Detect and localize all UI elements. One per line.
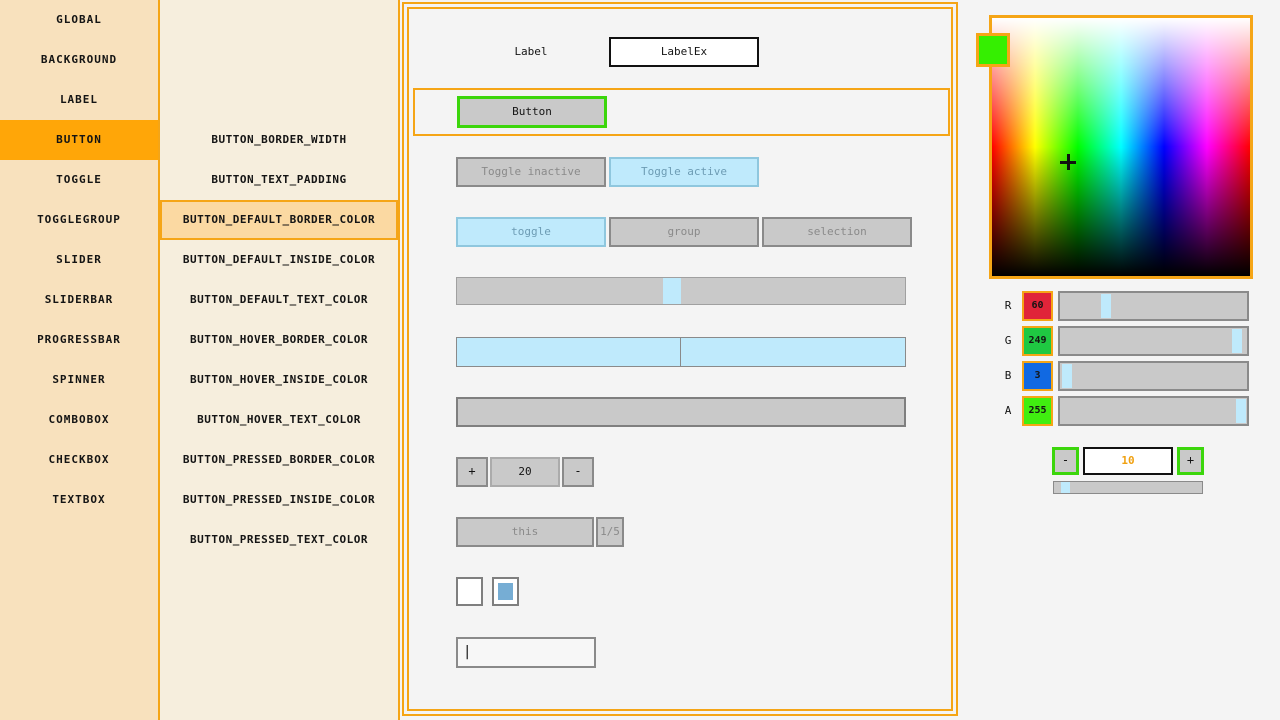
checkbox-checkmark bbox=[498, 583, 513, 600]
togglegroup-item-selection[interactable]: selection bbox=[762, 217, 912, 247]
togglegroup-item-group[interactable]: group bbox=[609, 217, 759, 247]
progressbar bbox=[456, 397, 906, 427]
checkbox-checked[interactable] bbox=[492, 577, 519, 606]
toggle-inactive-button[interactable]: Toggle inactive bbox=[456, 157, 606, 187]
channel-label-b: B bbox=[1004, 369, 1012, 382]
channel-value-a: 255 bbox=[1022, 396, 1053, 426]
property-item[interactable]: BUTTON_PRESSED_TEXT_COLOR bbox=[189, 533, 369, 546]
picker-increment-button[interactable]: + bbox=[1177, 447, 1204, 475]
sidebar-item-progressbar[interactable]: PROGRESSBAR bbox=[37, 333, 121, 346]
textbox-input[interactable] bbox=[456, 637, 596, 668]
togglegroup-item-toggle[interactable]: toggle bbox=[456, 217, 606, 247]
spinner-increment-button[interactable]: + bbox=[456, 457, 488, 487]
channel-slider-handle-a[interactable] bbox=[1236, 399, 1246, 423]
crosshair-vertical-bar bbox=[1067, 154, 1070, 170]
picker-decrement-button[interactable]: - bbox=[1052, 447, 1079, 475]
channel-slider-a[interactable] bbox=[1058, 396, 1249, 426]
channel-slider-g[interactable] bbox=[1058, 326, 1249, 356]
property-item-selected[interactable]: BUTTON_DEFAULT_BORDER_COLOR bbox=[160, 200, 398, 240]
property-list bbox=[160, 120, 398, 560]
property-item[interactable]: BUTTON_DEFAULT_INSIDE_COLOR bbox=[182, 253, 376, 266]
property-item[interactable]: BUTTON_DEFAULT_TEXT_COLOR bbox=[189, 293, 369, 306]
label-caption: Label bbox=[514, 45, 548, 58]
combobox-button[interactable]: this bbox=[456, 517, 594, 547]
slider-track[interactable] bbox=[456, 277, 906, 305]
channel-slider-r[interactable] bbox=[1058, 291, 1249, 321]
sidebar-item-slider[interactable]: SLIDER bbox=[56, 253, 102, 266]
button-preview-frame bbox=[413, 88, 950, 136]
sidebar-item-spinner[interactable]: SPINNER bbox=[52, 373, 106, 386]
property-item[interactable]: BUTTON_TEXT_PADDING bbox=[211, 173, 347, 186]
category-sidebar bbox=[0, 0, 160, 720]
channel-label-r: R bbox=[1004, 299, 1012, 312]
picker-spinner-value[interactable]: 10 bbox=[1083, 447, 1173, 475]
sidebar-item-togglegroup[interactable]: TOGGLEGROUP bbox=[37, 213, 121, 226]
channel-slider-handle-g[interactable] bbox=[1232, 329, 1242, 353]
channel-slider-handle-r[interactable] bbox=[1101, 294, 1111, 318]
color-picker-crosshair[interactable] bbox=[1060, 154, 1076, 170]
channel-value-r: 60 bbox=[1022, 291, 1053, 321]
spinner-value[interactable]: 20 bbox=[490, 457, 560, 487]
property-item[interactable]: BUTTON_PRESSED_BORDER_COLOR bbox=[182, 453, 376, 466]
color-picker-canvas[interactable] bbox=[989, 15, 1253, 279]
selected-color-swatch bbox=[976, 33, 1010, 67]
channel-value-b: 3 bbox=[1022, 361, 1053, 391]
channel-label-g: G bbox=[1004, 334, 1012, 347]
preview-panel bbox=[402, 2, 958, 716]
spinner-decrement-button[interactable]: - bbox=[562, 457, 594, 487]
property-item[interactable]: BUTTON_HOVER_TEXT_COLOR bbox=[197, 413, 361, 426]
property-item[interactable]: BUTTON_HOVER_INSIDE_COLOR bbox=[189, 373, 369, 386]
sliderbar[interactable] bbox=[456, 337, 906, 367]
toggle-active-button[interactable]: Toggle active bbox=[609, 157, 759, 187]
sidebar-item-global[interactable]: GLOBAL bbox=[56, 13, 102, 26]
property-item[interactable]: BUTTON_BORDER_WIDTH bbox=[211, 133, 347, 146]
checkbox-unchecked[interactable] bbox=[456, 577, 483, 606]
textbox-cursor: | bbox=[463, 644, 472, 660]
property-item[interactable]: BUTTON_PRESSED_INSIDE_COLOR bbox=[182, 493, 376, 506]
property-panel bbox=[160, 0, 400, 720]
sidebar-item-label[interactable]: LABEL bbox=[59, 93, 99, 106]
property-item[interactable]: BUTTON_HOVER_BORDER_COLOR bbox=[189, 333, 369, 346]
channel-label-a: A bbox=[1004, 404, 1012, 417]
sidebar-item-toggle[interactable]: TOGGLE bbox=[56, 173, 102, 186]
channel-slider-handle-b[interactable] bbox=[1062, 364, 1072, 388]
slider-handle[interactable] bbox=[663, 278, 681, 304]
sidebar-item-button[interactable]: BUTTON bbox=[0, 120, 158, 160]
picker-mini-slider-handle[interactable] bbox=[1061, 482, 1070, 493]
label-example-box: LabelEx bbox=[609, 37, 759, 67]
preview-button[interactable]: Button bbox=[457, 96, 607, 128]
sidebar-item-checkbox[interactable]: CHECKBOX bbox=[48, 453, 110, 466]
sidebar-item-textbox[interactable]: TEXTBOX bbox=[52, 493, 106, 506]
sliderbar-left-segment[interactable] bbox=[457, 338, 681, 366]
picker-mini-sliderbar[interactable] bbox=[1053, 481, 1203, 494]
sidebar-item-combobox[interactable]: COMBOBOX bbox=[48, 413, 110, 426]
channel-slider-b[interactable] bbox=[1058, 361, 1249, 391]
sidebar-item-background[interactable]: BACKGROUND bbox=[40, 53, 118, 66]
sidebar-item-sliderbar[interactable]: SLIDERBAR bbox=[44, 293, 114, 306]
combobox-pager[interactable]: 1/5 bbox=[596, 517, 624, 547]
channel-value-g: 249 bbox=[1022, 326, 1053, 356]
